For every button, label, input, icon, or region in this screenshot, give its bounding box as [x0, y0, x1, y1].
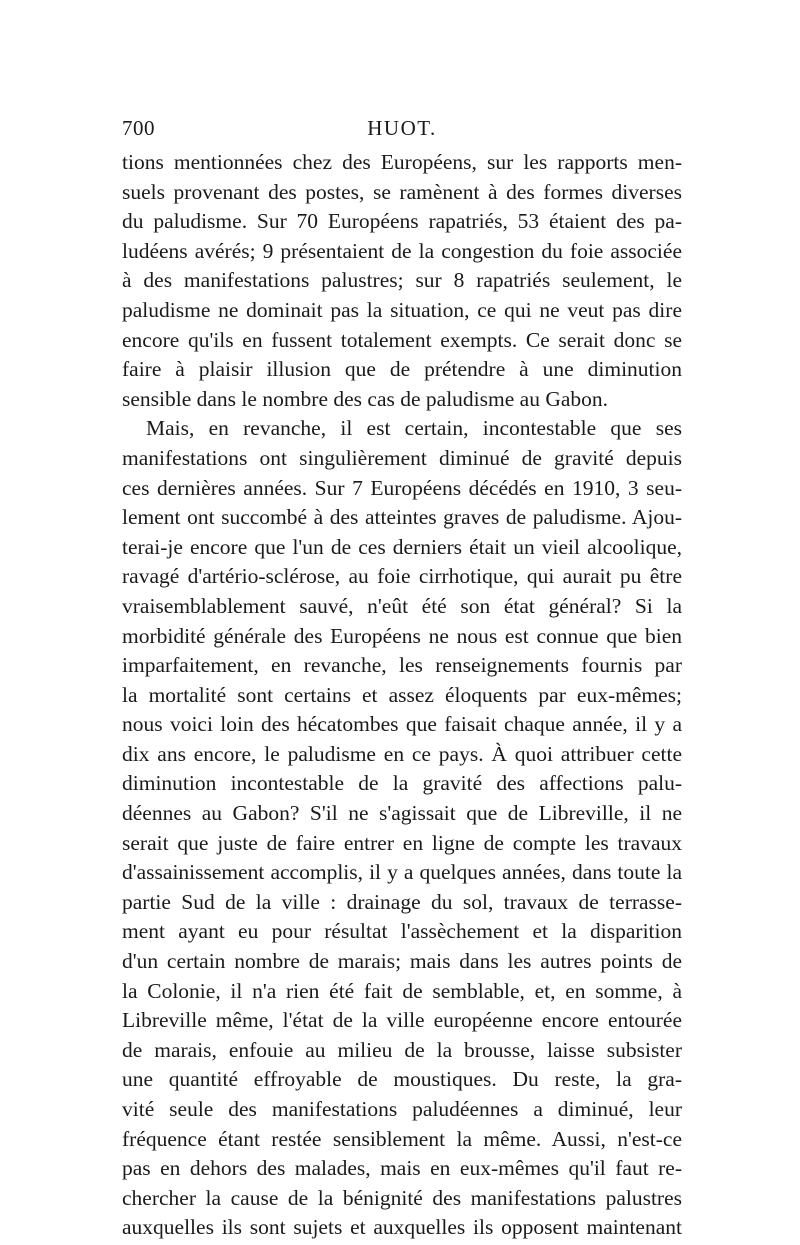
text-line: diminution incontestable de la gravité des affections palu-: [122, 771, 682, 796]
text-line: déennes au Gabon? S'il ne s'agissait que de Libreville, il ne: [122, 801, 682, 826]
text-line: auxquelles ils sont sujets et auxquelles ils opposent maintenant: [122, 1215, 682, 1240]
text-line: lement ont succombé à des atteintes graves de paludisme. Ajou-: [122, 505, 682, 530]
text-line: dix ans encore, le paludisme en ce pays. À quoi attribuer cette: [122, 741, 682, 766]
text-line: à des manifestations palustres; sur 8 rapatriés seulement, le: [122, 268, 682, 293]
text-line: d'assainissement accomplis, il y a quelques années, dans toute la: [122, 860, 682, 885]
text-line: manifestations ont singulièrement diminué de gravité depuis: [122, 445, 682, 470]
text-line: partie Sud de la ville : drainage du sol, travaux de terrasse-: [122, 889, 682, 914]
text-line: suels provenant des postes, se ramènent à des formes diverses: [122, 179, 682, 204]
text-line: la Colonie, il n'a rien été fait de semblable, et, en somme, à: [122, 978, 682, 1003]
text-line: d'un certain nombre de marais; mais dans les autres points de: [122, 949, 682, 974]
text-line: morbidité générale des Européens ne nous est connue que bien: [122, 623, 682, 648]
text-line: sensible dans le nombre des cas de paludisme au Gabon.: [122, 386, 609, 411]
running-head: HUOT.: [367, 116, 437, 140]
text-line: la mortalité sont certains et assez éloquents par eux-mêmes;: [122, 682, 682, 707]
text-line: faire à plaisir illusion que de prétendre à une diminution: [122, 357, 682, 382]
text-line: paludisme ne dominait pas la situation, ce qui ne veut pas dire: [122, 297, 682, 322]
text-line: chercher la cause de la bénignité des manifestations palustres: [122, 1185, 682, 1210]
text-line: Mais, en revanche, il est certain, incontestable que ses: [146, 416, 682, 441]
text-line: pas en dehors des malades, mais en eux-mêmes qu'il faut re-: [122, 1156, 682, 1181]
text-line: nous voici loin des hécatombes que faisait chaque année, il y a: [122, 712, 682, 737]
text-line: fréquence étant restée sensiblement la même. Aussi, n'est-ce: [122, 1126, 682, 1151]
body-text: [122, 148, 682, 1243]
text-line: ces dernières années. Sur 7 Européens décédés en 1910, 3 seu-: [122, 475, 682, 500]
text-line: vité seule des manifestations paludéennes a diminué, leur: [122, 1097, 682, 1121]
text-line: de marais, enfouie au milieu de la brousse, laisse subsister: [122, 1037, 682, 1062]
text-line: imparfaitement, en revanche, les renseignements fournis par: [122, 653, 682, 678]
text-line: ment ayant eu pour résultat l'assèchement et la disparition: [122, 919, 682, 944]
text-line: du paludisme. Sur 70 Européens rapatriés, 53 étaient des pa-: [122, 209, 682, 234]
text-line: vraisemblablement sauvé, n'eût été son état général? Si la: [122, 593, 682, 618]
text-line: tions mentionnées chez des Européens, sur les rapports men-: [122, 150, 682, 174]
page-number: 700: [122, 116, 155, 140]
text-line: une quantité effroyable de moustiques. Du reste, la gra-: [122, 1067, 682, 1092]
text-line: encore qu'ils en fussent totalement exempts. Ce serait donc se: [122, 327, 682, 352]
page-header: [122, 116, 682, 142]
text-line: Libreville même, l'état de la ville européenne encore entourée: [122, 1008, 682, 1033]
text-line: serait que juste de faire entrer en ligne de compte les travaux: [122, 830, 682, 855]
text-line: ludéens avérés; 9 présentaient de la congestion du foie associée: [122, 238, 682, 263]
text-line: terai-je encore que l'un de ces derniers était un vieil alcoolique,: [122, 534, 682, 559]
text-line: ravagé d'artério-sclérose, au foie cirrhotique, qui aurait pu être: [122, 564, 682, 589]
